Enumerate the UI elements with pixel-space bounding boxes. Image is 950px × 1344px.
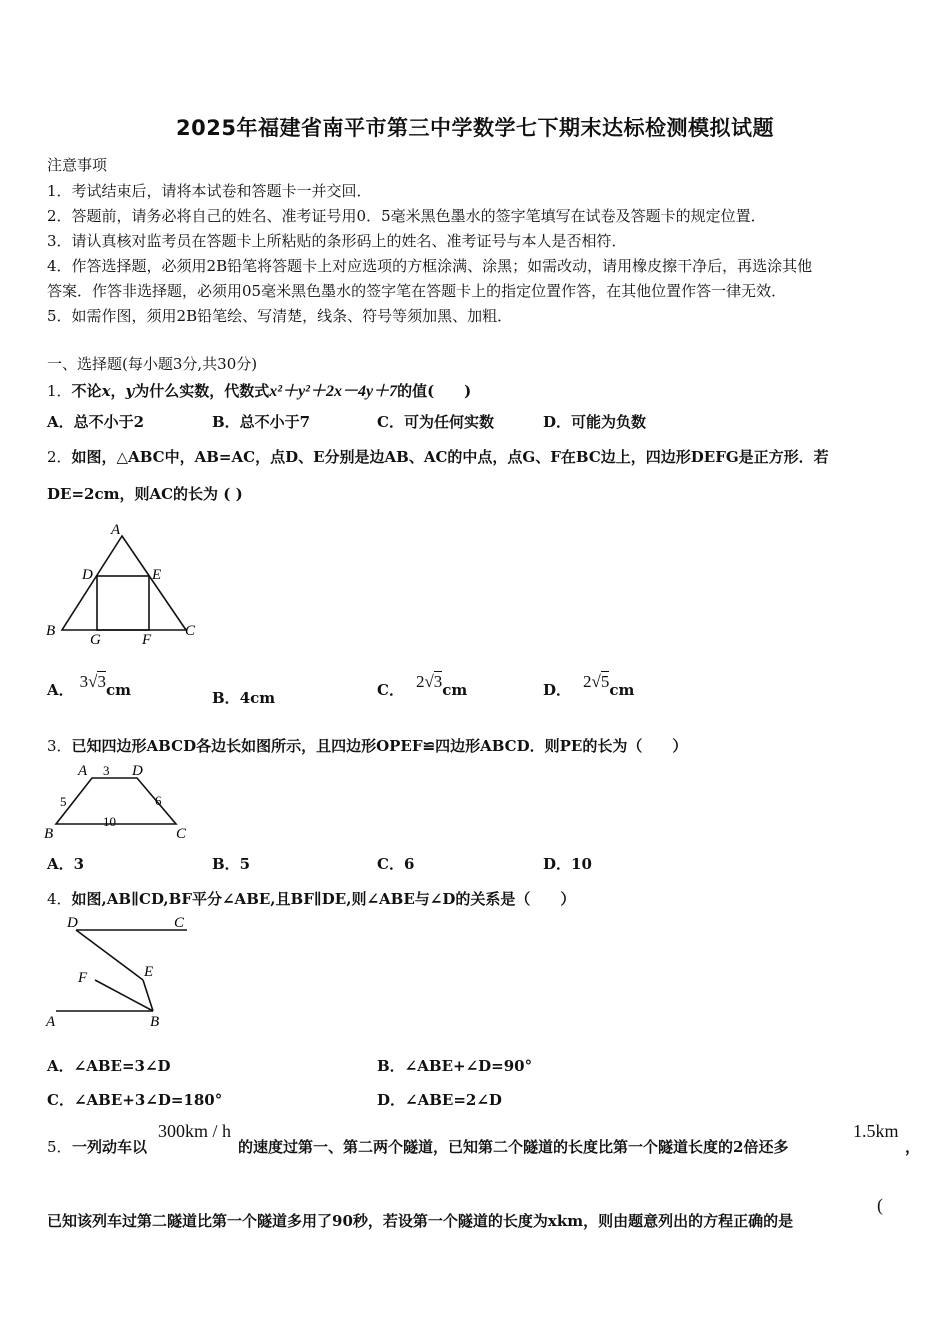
label-f: F (142, 632, 152, 648)
option-a: A．3 (47, 855, 85, 873)
label-e: E (144, 964, 154, 980)
label-side-ad: 3 (103, 763, 110, 778)
radical-expression: 3√3 (79, 672, 106, 691)
section-heading: 一、选择题(每小题3分,共30分) (47, 355, 258, 373)
option-a: A．总不小于2 (47, 413, 145, 431)
option-b: B．5 (212, 855, 251, 873)
label-d: D (67, 915, 78, 931)
label-e: E (152, 567, 162, 583)
label-b: B (150, 1014, 160, 1030)
notice-item: 2．答题前，请务必将自己的姓名、准考证号用0．5毫米黑色墨水的签字笔填写在试卷及答题卡的规定位置． (47, 207, 766, 225)
question-5-text-c: ， (905, 1138, 921, 1156)
trapezoid-figure (40, 758, 200, 844)
question-number: 2． (47, 448, 72, 466)
question-number: 5． (47, 1138, 72, 1156)
parallel-lines-figure (40, 910, 200, 1034)
notice-item: 答案．作答非选择题，必须用05毫米黑色墨水的签字笔在答题卡上的指定位置作答，在其他位置作答一律无效． (47, 282, 787, 300)
option-b: B．∠ABE+∠D=90° (377, 1057, 533, 1075)
option-a: A． 3√3cm (47, 672, 131, 699)
option-c: C．∠ABE+3∠D=180° (47, 1091, 223, 1109)
page-title: 2025年福建省南平市第三中学数学七下期末达标检测模拟试题 (176, 116, 774, 140)
question-number: 1． (47, 382, 72, 400)
radical-expression: 2√3 (415, 672, 443, 691)
option-d: D． 2√5cm (543, 672, 635, 699)
expression: x²＋y²＋2x－4y＋7 (269, 383, 398, 400)
notice-item: 3．请认真核对监考员在答题卡上所粘贴的条形码上的姓名、准考证号与本人是否相符． (47, 232, 627, 250)
extra-length-value: 1.5km (853, 1121, 899, 1141)
question-5-text-b: 的速度过第一、第二两个隧道，已知第二个隧道的长度比第一个隧道长度的2倍还多 (238, 1138, 789, 1156)
question-5-line2: 已知该列车过第二隧道比第一个隧道多用了90秒，若设第一个隧道的长度为xkm，则由题意列出的方程正确的是 (47, 1212, 794, 1230)
notice-item: 4．作答选择题，必须用2B铅笔将答题卡上对应选项的方框涂满、涂黑；如需改动，请用橡皮擦干净后，再选涂其他 (47, 257, 813, 275)
option-b: B．总不小于7 (212, 413, 311, 431)
question-1: 1．不论x，y为什么实数，代数式x²＋y²＋2x－4y＋7的值( ) (47, 382, 472, 400)
label-c: C (176, 826, 187, 842)
triangle-abc (62, 536, 186, 630)
open-paren: ( (877, 1195, 883, 1215)
square-defg (97, 576, 149, 630)
label-a: A (111, 522, 121, 538)
label-b: B (46, 623, 56, 639)
label-d: D (82, 567, 93, 583)
notice-item: 5．如需作图，须用2B铅笔绘、写清楚，线条、符号等须加黑、加粗． (47, 307, 513, 325)
label-d: D (132, 763, 143, 779)
notice-item: 1．考试结束后，请将本试卷和答题卡一并交回． (47, 182, 372, 200)
label-f: F (78, 970, 88, 986)
question-number: 4． (47, 890, 72, 908)
label-a: A (46, 1014, 56, 1030)
label-a: A (78, 763, 88, 779)
question-2-line1: 2．如图，△ABC中，AB=AC，点D、E分别是边AB、AC的中点，点G、F在BC边上，四边形DEFG是正方形．若 (47, 448, 829, 466)
option-c: C．6 (377, 855, 415, 873)
triangle-square-figure (40, 518, 210, 650)
notice-heading: 注意事项 (47, 156, 108, 174)
label-b: B (44, 826, 54, 842)
label-g: G (90, 632, 101, 648)
option-d: D．10 (543, 855, 592, 873)
speed-value: 300km / h (158, 1121, 232, 1141)
option-a: A．∠ABE=3∠D (47, 1057, 171, 1075)
question-4: 4．如图,AB∥CD,BF平分∠ABE,且BF∥DE,则∠ABE与∠D的关系是（ ） (47, 890, 576, 908)
question-5-text-a: 一列动车以 (72, 1138, 148, 1156)
option-c: C．可为任何实数 (377, 413, 494, 431)
option-c: C． 2√3cm (377, 672, 468, 699)
label-c: C (185, 623, 196, 639)
label-side-ab: 5 (60, 794, 67, 809)
option-d: D．可能为负数 (543, 413, 647, 431)
radical-expression: 2√5 (583, 672, 610, 691)
question-2-line2: DE=2cm，则AC的长为 ( ) (47, 485, 243, 503)
question-3: 3．已知四边形ABCD各边长如图所示，且四边形OPEF≌四边形ABCD．则PE的长为（ ） (47, 737, 688, 755)
question-number: 3． (47, 737, 72, 755)
label-side-dc: 6 (155, 793, 162, 808)
option-d: D．∠ABE=2∠D (377, 1091, 502, 1109)
label-c: C (174, 915, 185, 931)
option-b: B．4cm (212, 689, 276, 707)
label-side-bc: 10 (103, 814, 116, 829)
